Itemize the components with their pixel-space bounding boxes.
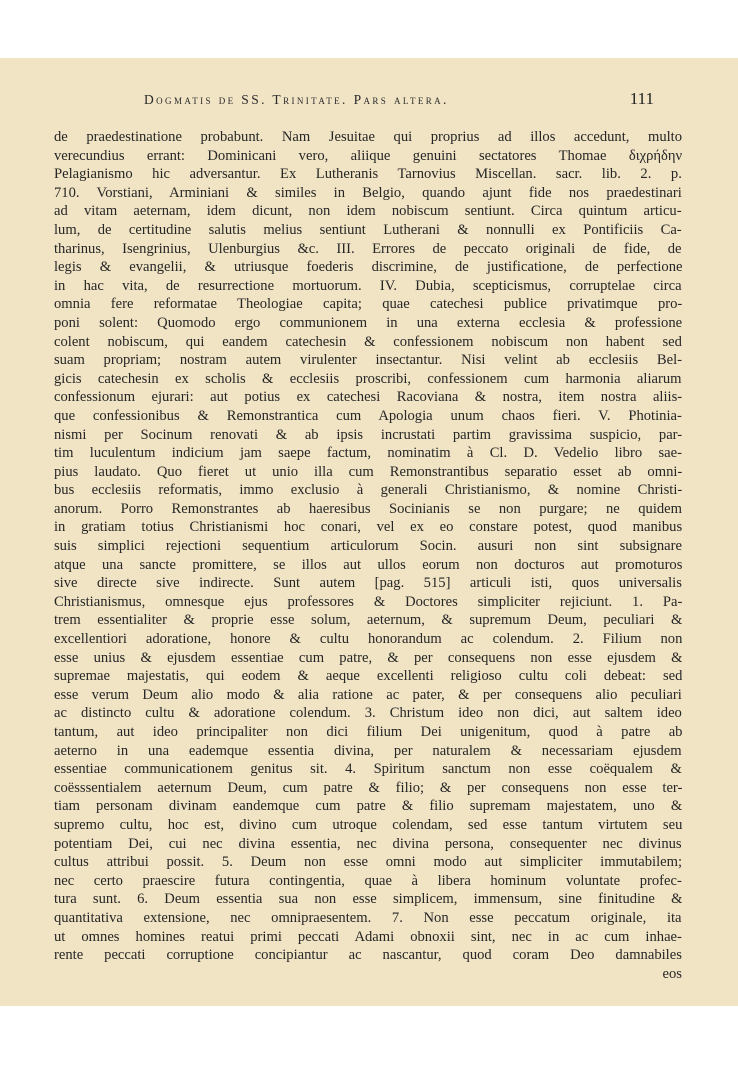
text-line: ac distincto cultu & adoratione colendum. 3. Christum ideo non dici, aut saltem ideo [54,705,682,722]
text-line: Christianismus, omnesque ejus professores & Doctores simpliciter rejiciunt. 1. Pa- [54,593,682,610]
text-line: rente peccati corruptione concipiantur ac nascantur, quod coram Deo damnabiles [54,947,682,964]
text-line: esse verum Deum alio modo & alia ratione ac pater, & per consequens alio peculiari [54,686,682,703]
text-line: suam propriam; nostram autem virulenter insectantur. Nisi velint ab ecclesiis Bel- [54,352,682,369]
text-line: trem essentialiter & proprie esse solum, aeternum, & supremum Deum, peculiari & [54,612,682,629]
text-line: de praedestinatione probabunt. Nam Jesuitae qui proprius ad illos accedunt, multo [54,129,682,145]
text-line: atque una sancte promittere, se illos aut ullos eorum non docturos aut promoturos [54,556,682,573]
text-line: tura sunt. 6. Deum essentia sua non esse simplicem, immensum, sine finitudine & [54,891,682,908]
text-line: nismi per Socinum renovati & ab ipsis incrustati partim gravissima suspicio, par- [54,426,682,443]
text-line: legis & evangelii, & utriusque foederis discrimine, de justificatione, de perfectione [54,259,682,276]
text-line: lum, de certitudine salutis melius sentiunt Lutherani & nonnulli ex Pontificiis Ca- [54,221,682,238]
text-line: aeterno in una eademque essentia divina, per naturalem & necessariam ejusdem [54,742,682,759]
text-line: excellentiori adoratione, honore & cultu honorandum ac colendum. 2. Filium non [54,631,682,648]
body-text [54,128,682,983]
text-line: ad vitam aeternam, idem dicunt, non idem nobiscum sentiunt. Circa quintum articu- [54,203,682,220]
text-line: anorum. Porro Remonstrantes ab haeresibus Socinianis se non purgare; ne quidem [54,500,682,517]
text-line: quantitativa extensione, nec omnipraesentem. 7. Non esse peccatum originale, ita [54,909,682,926]
text-line: suis simplici rejectioni sequentium articulorum Socin. ausuri non sint subsignare [54,538,682,555]
text-line: poni solent: Quomodo ergo communionem in una externa ecclesia & professione [54,314,682,331]
text-line: colent nobiscum, qui eandem catechesin & confessionem nobiscum non habent sed [54,333,682,350]
text-line: bus ecclesiis reformatis, immo exclusio à generali Christianismo, & nomine Christi- [54,482,682,499]
text-line: essentiae communicationem genitus sit. 4. Spiritum sanctum non esse coëqualem & [54,761,682,778]
text-line: tharinus, Isengrinius, Ulenburgius &c. III. Errores de peccato originali de fide, de [54,240,682,257]
text-line: ut omnes homines reatui primi peccati Adami obnoxii sint, nec in ac cum inhae- [54,928,682,945]
page-header [56,89,686,114]
text-line: omnia fere reformatae Theologiae capita; quae catechesi publice privatimque pro- [54,296,682,313]
book-page [0,58,738,1006]
text-line: tim luculentum indicium jam saepe factum, nominatim à Cl. D. Vedelio libro sae- [54,445,682,462]
text-line: verecundius errant: Dominicani vero, aliique genuini sectatores Thomae διχρήδην [54,147,682,164]
catchword: eos [662,965,682,982]
text-line: tiam personam divinam eandemque cum patre & filio supremam majestatem, uno & [54,798,682,815]
text-line: Pelagianismo hic adversantur. Ex Lutheranis Tarnovius Miscellan. sacr. lib. 2. p. [54,166,682,183]
text-line: que confessionibus & Remonstrantica cum Apologia unum chaos fieri. V. Photinia- [54,407,682,424]
text-line: esse unius & ejusdem essentiae cum patre, & per consequens non esse ejusdem & [54,649,682,666]
text-line: coësssentialem aeternum Deum, cum patre & filio; & per consequens non esse ter- [54,779,682,796]
page-number: 111 [629,89,654,108]
text-line: pius laudato. Quo fieret ut unio illa cum Remonstrantibus separatio esset ab omni- [54,463,682,480]
text-line: supremae majestatis, qui eodem & aeque excellenti religioso cultu coli debeat: sed [54,668,682,685]
text-line: in hac vita, de resurrectione mortuorum. IV. Dubia, scepticismus, corruptelae circa [54,277,682,294]
text-line: potentiam Dei, cui nec divina essentia, nec divina persona, consequenter nec divinus [54,835,682,852]
text-line: nec certo praescire futura contingentia, quae à libera hominum voluntate profec- [54,872,682,889]
text-line: 710. Vorstiani, Arminiani & similes in Belgio, quando ajunt fide nos praedestinari [54,184,682,201]
text-line: confessionum ejurari: aut potius ex catechesi Racoviana & nostra, item nostra aliis- [54,389,682,406]
text-line: tantum, aut ideo principaliter non dici filium Dei unigenitum, quod à patre ab [54,724,682,740]
running-title: Dogmatis de SS. Trinitate. Pars altera. [144,92,449,107]
text-line: sive directe sive indirecte. Sunt autem [pag. 515] articuli isti, quos universalis [54,575,682,592]
text-line: supremo cultu, hoc est, divino cum utroque colendam, sed esse tantum virtutem seu [54,816,682,833]
text-line: in gratiam totius Christianismi hoc conari, vel ex eo constare potest, quod manibus [54,519,682,536]
text-line: gicis catechesin ex scholis & ecclesiis proscribi, confessionem cum harmonia aliarum [54,370,682,387]
text-line: cultus attribui possit. 5. Deum non esse omni modo aut simpliciter immutabilem; [54,854,682,871]
